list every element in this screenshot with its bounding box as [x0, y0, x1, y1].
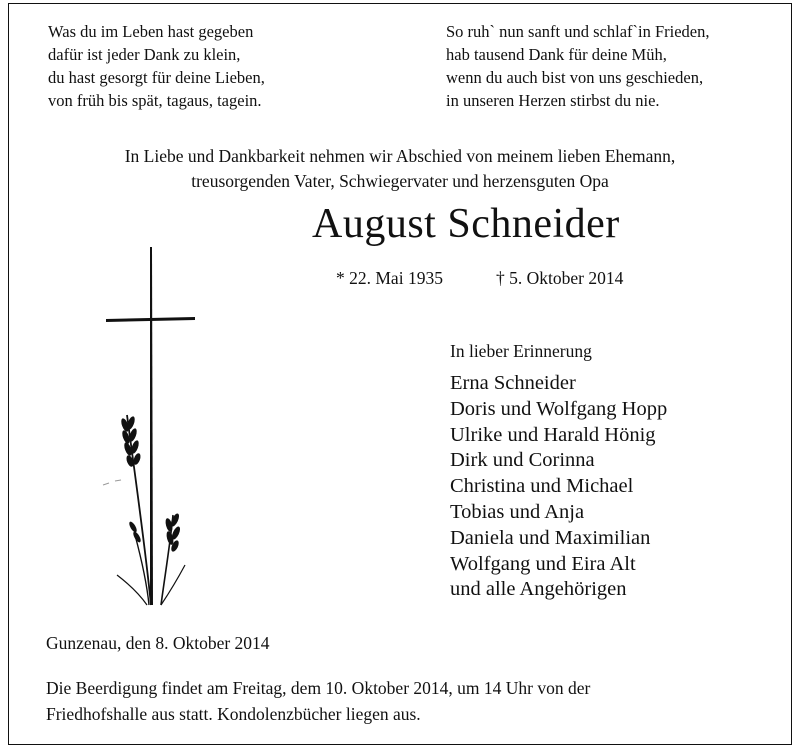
- mourner-entry: Daniela und Maximilian: [450, 526, 651, 549]
- poem-left-line: Was du im Leben hast gegeben: [48, 22, 254, 41]
- poem-right-line: wenn du auch bist von uns geschieden,: [446, 68, 704, 87]
- mourner-entry: Doris und Wolfgang Hopp: [450, 397, 668, 420]
- birth-date: * 22. Mai 1935: [336, 268, 443, 288]
- mourner-entry: Christina und Michael: [450, 475, 634, 498]
- intro-text: [0, 144, 800, 194]
- poem-right-line: in unseren Herzen stirbst du nie.: [446, 91, 660, 110]
- poem-right: [446, 20, 710, 112]
- mourner-entry: Dirk und Corinna: [450, 449, 595, 472]
- poem-left-line: von früh bis spät, tagaus, tagein.: [48, 91, 262, 110]
- intro-line: treusorgenden Vater, Schwiegervater und herzensguten Opa: [191, 171, 609, 191]
- mourners-list: [450, 371, 667, 603]
- death-date: † 5. Oktober 2014: [496, 268, 624, 288]
- mourner-entry: Ulrike und Harald Hönig: [450, 423, 656, 446]
- funeral-notice-line: Die Beerdigung findet am Freitag, dem 10. Oktober 2014, um 14 Uhr von der: [46, 678, 591, 698]
- funeral-notice-line: Friedhofshalle aus statt. Kondolenzbücher liegen aus.: [46, 704, 421, 724]
- poem-right-line: hab tausend Dank für deine Müh,: [446, 45, 667, 64]
- poem-left-line: dafür ist jeder Dank zu klein,: [48, 45, 241, 64]
- mourner-entry: Tobias und Anja: [450, 500, 585, 523]
- intro-line: In Liebe und Dankbarkeit nehmen wir Abschied von meinem lieben Ehemann,: [124, 146, 676, 166]
- cross-with-wheat-icon: [95, 245, 215, 625]
- mourner-entry: Wolfgang und Eira Alt: [450, 552, 636, 575]
- funeral-notice: [46, 675, 590, 727]
- mourner-entry: und alle Angehörigen: [450, 578, 627, 601]
- poem-left: [48, 20, 265, 112]
- memory-label: In lieber Erinnerung: [450, 341, 592, 361]
- mourner-entry: Erna Schneider: [450, 372, 576, 394]
- place-date: Gunzenau, den 8. Oktober 2014: [46, 633, 270, 653]
- poem-left-line: du hast gesorgt für deine Lieben,: [48, 68, 265, 87]
- deceased-name: August Schneider: [312, 201, 620, 247]
- poem-right-line: So ruh` nun sanft und schlaf`in Frieden,: [446, 22, 710, 41]
